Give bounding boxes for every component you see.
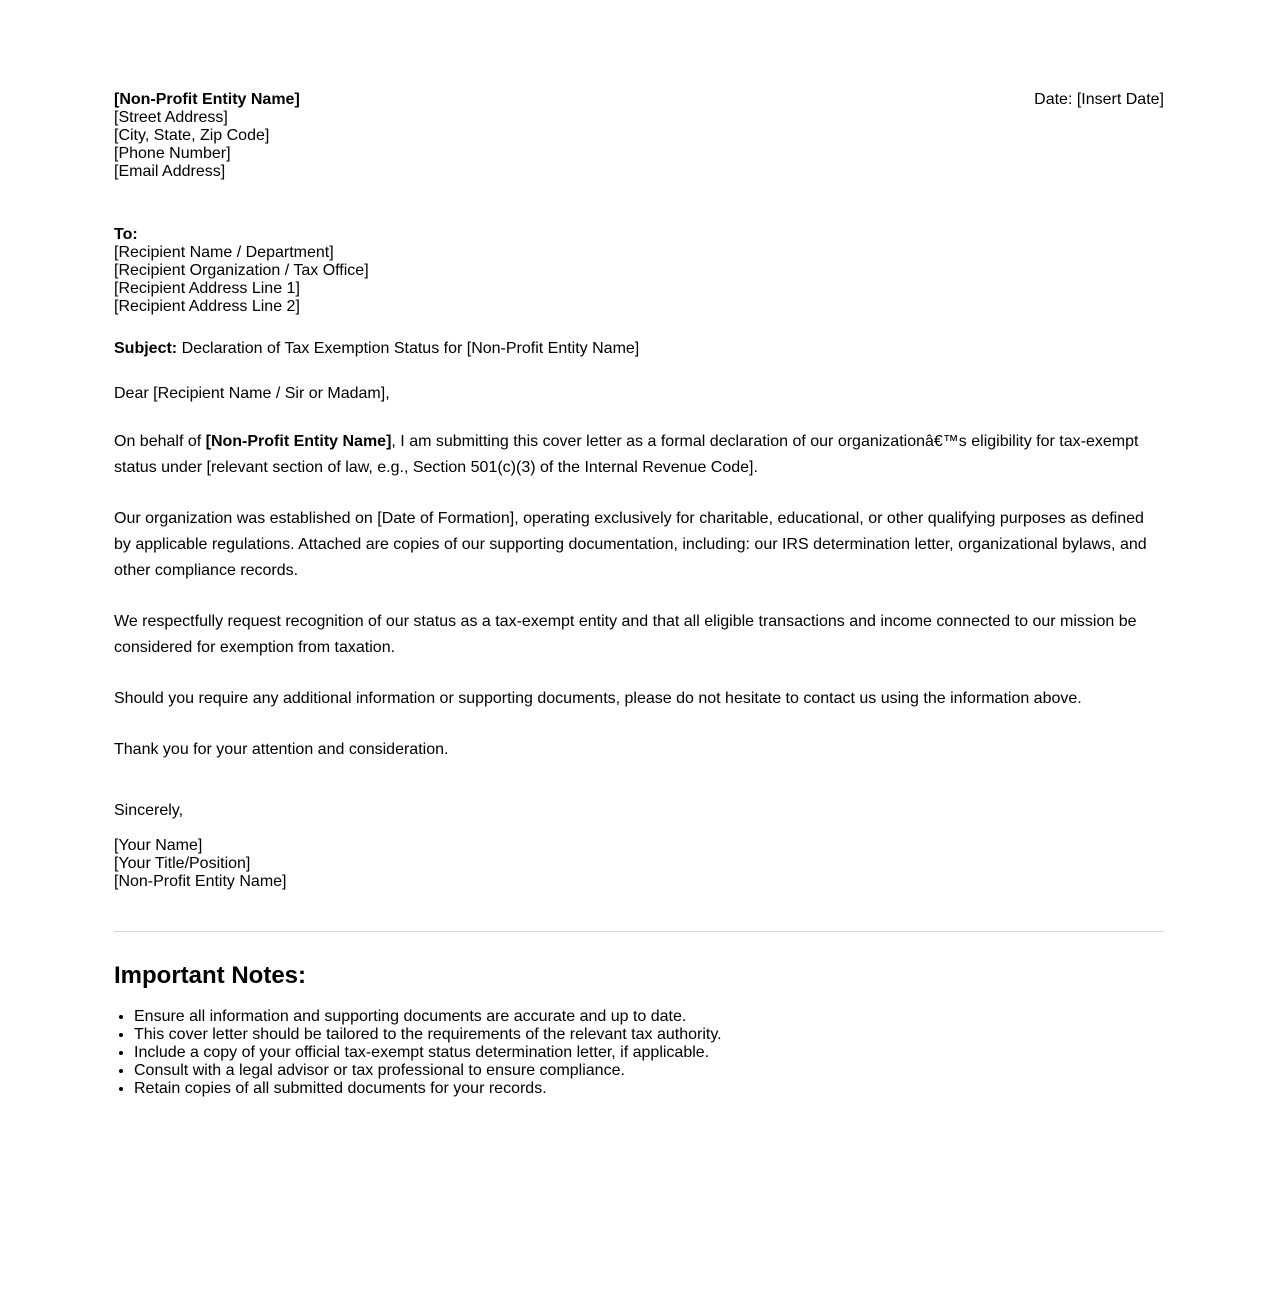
recipient-name: [Recipient Name / Department] xyxy=(114,244,334,261)
sender-street: [Street Address] xyxy=(114,109,228,126)
body-paragraph-1 xyxy=(114,429,1164,481)
sender-block xyxy=(114,91,1164,181)
notes-title: Important Notes: xyxy=(114,962,306,989)
sender-name: [Non-Profit Entity Name] xyxy=(114,91,300,108)
notes-list-item: • Include a copy of your official tax-exempt status determination letter, if applicable. xyxy=(134,1044,1164,1062)
paragraph-1-entity: [Non-Profit Entity Name] xyxy=(205,433,392,450)
signature-entity: [Non-Profit Entity Name] xyxy=(114,873,287,890)
notes-list-item: • Retain copies of all submitted documents for your records. xyxy=(134,1080,1164,1098)
recipient-address-line-2: [Recipient Address Line 2] xyxy=(114,298,300,315)
body-paragraph-4: Should you require any additional information or supporting documents, please do not hesitate to contact us using the information above. xyxy=(114,690,1082,707)
subject-text: Declaration of Tax Exemption Status for [Non-Profit Entity Name] xyxy=(177,340,640,357)
letter-header xyxy=(114,91,1164,221)
recipient-block xyxy=(114,226,1164,316)
body-paragraph-2: Our organization was established on [Date of Formation], operating exclusively for charitable, educational, or other qualifying purposes as defined by applicable regulations. Attached are copies of our supporting documentation, including: our IRS determination letter, organizational bylaws, and other compliance records. xyxy=(114,510,1147,579)
body-paragraph-5: Thank you for your attention and consideration. xyxy=(114,741,449,758)
notes-list-item: • Consult with a legal advisor or tax professional to ensure compliance. xyxy=(134,1062,1164,1080)
sender-email: [Email Address] xyxy=(114,163,226,180)
recipient-address-line-1: [Recipient Address Line 1] xyxy=(114,280,300,297)
letter-date: Date: [Insert Date] xyxy=(1034,91,1164,108)
body-paragraph-3: We respectfully request recognition of our status as a tax-exempt entity and that all eligible transactions and income connected to our mission be considered for exemption from taxation. xyxy=(114,613,1137,656)
paragraph-1-prefix: On behalf of xyxy=(114,433,206,450)
recipient-label: To: xyxy=(114,226,138,243)
signature-block xyxy=(114,837,1164,891)
notes-list-item: • This cover letter should be tailored to the requirements of the relevant tax authority. xyxy=(134,1026,1164,1044)
sender-city: [City, State, Zip Code] xyxy=(114,127,270,144)
signature-title: [Your Title/Position] xyxy=(114,855,251,872)
subject-line xyxy=(114,339,1164,359)
paragraph-1-suffix: , I am submitting this cover letter as a formal declaration of our organizationâ€™s eligibility for tax-exempt status under [relevant section of law, e.g., Section 501(c)(3) of the Internal Revenue Code]. xyxy=(114,433,1139,476)
notes-list xyxy=(114,1008,1164,1098)
signature-name: [Your Name] xyxy=(114,837,203,854)
greeting: Dear [Recipient Name / Sir or Madam], xyxy=(114,385,390,402)
recipient-organization: [Recipient Organization / Tax Office] xyxy=(114,262,369,279)
closing: Sincerely, xyxy=(114,802,184,819)
notes-list-item: • Ensure all information and supporting documents are accurate and up to date. xyxy=(134,1008,1164,1026)
section-divider xyxy=(114,931,1164,932)
subject-label: Subject: xyxy=(114,340,178,357)
letter-page xyxy=(114,0,1164,1098)
sender-phone: [Phone Number] xyxy=(114,145,231,162)
